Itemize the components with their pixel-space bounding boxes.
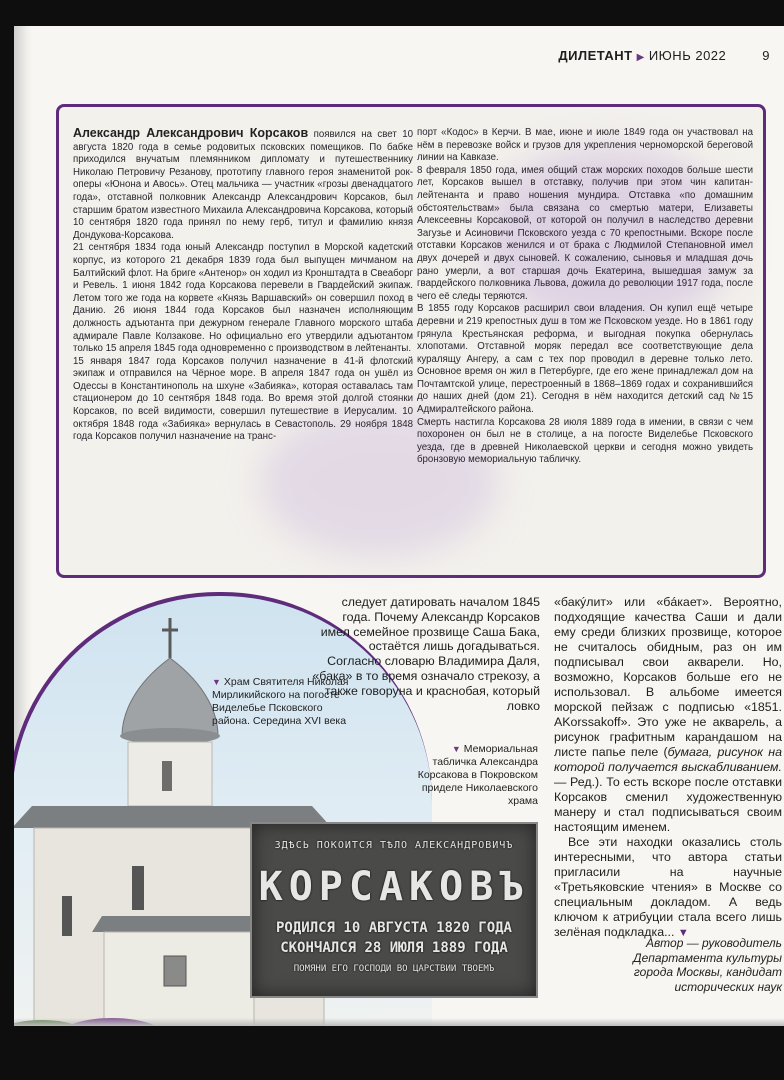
paragraph: 21 сентября 1834 года юный Александр поступил в Морской кадетский корпус, из которого 21 декабря 1839 года был выпущен мичманом на Балтийский флот. На бриге «Антенор» он ходил из Кронштадта в Свеаборг и Ревель. 1 июня 1842 года Корсакова перевели в Гвардейский экипаж. Летом того же года на корвете «Князь Варшавский» он совершил поход в Данию. 26 июня 1844 года Корсаков был назначен исполняющим должность адъютанта при дежурном генерале Главного морского штаба адмирале Павле Колзакове. Но официально его утвердили адъютантом только 15 апреля 1845 года одновременно с производством в лейтенанты. bbox=[73, 242, 413, 355]
paragraph: 15 января 1847 года Корсаков получил назначение в 41-й флотский экипаж и отправился на Чёрное море. В апреля 1847 года он ушёл из Одессы в Константинополь на шхуне «Забияка», которая оставалась там стационером до 10 сентября 1848 года. Во время этой долгой стоянки Корсаков, по всей видимости, совершил путешествие в Иерусалим. 10 октября 1848 года «Забияка» вернулась в Севастополь. 29 ноября 1848 года Корсаков получил назначение на транс- bbox=[73, 355, 413, 443]
sidebar-column-right bbox=[417, 127, 753, 467]
issue-date: ИЮНЬ 2022 bbox=[648, 48, 727, 63]
paragraph bbox=[554, 595, 782, 835]
text-run: — Ред.). То есть вскоре после отставки Корсаков сменил художественную манеру и стал подписываться своим настоящим именем. bbox=[554, 775, 782, 834]
paragraph: появился на свет 10 августа 1820 года в семье родовитых псковских помещиков. По бабке приходился внучатым племянником дипломату и путешественнику Николаю Петровичу Резанову, прототипу главного героя знаменитой рок-оперы «Юнона и Авось». Отец мальчика — участник «грозы двенадцатого года», отставной полковник Александр Александрович Корсаков, был старшим братом известного Михаила Александровича Корсакова, который 10 сентября 1820 года принял по нему герб, титул и фамилию князя Дондукова-Корсакова. bbox=[73, 129, 414, 241]
author-note: Автор — руководитель Департамента культуры города Москвы, кандидат исторических наук bbox=[633, 936, 782, 994]
text-run: «бакýлит» или «бáкает». Вероятно, подходящие качества Саши и дали ему среди близких прозвище, которое не считалось обидным, раз он им подписывал свои акварели. Но, возможно, Корсаков больше его не использовал. В альбоме имеется морской пейзаж с подписью «1851. AKorssakoff». Это уже не акварель, а рисунок графитным карандашом на листе папье пеле ( bbox=[554, 595, 782, 759]
paragraph: 8 февраля 1850 года, имея общий стаж морских походов больше шести лет, Корсаков вышел в отставку, получив при этом чин капитан-лейтенанта и право ношения мундира. Отставка «по домашним обстоятельствам» была связана со смертью матери, Елизаветы Алексеевны Корсаковой, от которой он получил в наследство деревни Загузье и Асиновичи Псковского уезда с 70 крепостными. Вскоре после отставки Корсаков женился и от брака с Людмилой Степановной имел двух дочерей и двух сыновей. К сожалению, сыновья и младшая дочь рано умерли, а вот старшая дочь Екатерина, вышедшая замуж за гвардейского полковника Львова, дожила до революции 1917 года, после чего её следы теряются. bbox=[417, 164, 753, 302]
caption-text: Мемориальная табличка Александра Корсакова в Покровском приделе Николаевского храма bbox=[417, 743, 538, 807]
plaque-surname: КОРСАКОВЪ bbox=[258, 864, 530, 910]
paragraph: В 1855 году Корсаков расширил свои владения. Он купил ещё четыре деревни и 219 крепостных душ в том же Псковском уезде. Но в 1861 году грянула Крестьянская реформа, и выгодная покупка обернулась хлопотами. Отставной моряк передал все соответствующие дела куралящу Ангеру, а сам с тех пор проводил в деревне только лето. Основное время он жил в Петербурге, где его жене принадлежал дом на Почтамтской улице, перестроенный в 1868–1869 годах и сохранившийся до наших дней (дом 21). Сегодня в нём находится детский сад №15 Адмиралтейского района. bbox=[417, 303, 753, 416]
page-shadow bbox=[14, 1018, 784, 1026]
plaque-line: ЗДѢСЬ ПОКОИТСЯ ТѢЛО АЛЕКСАНДРОВИЧЪ bbox=[274, 840, 514, 851]
sidebar-column-left bbox=[73, 127, 413, 444]
page-number: 9 bbox=[762, 48, 770, 63]
memorial-plaque-photo bbox=[250, 822, 538, 998]
magazine-page bbox=[14, 26, 784, 1026]
plaque-line: СКОНЧАЛСЯ 28 ИЮЛЯ 1889 ГОДА bbox=[280, 940, 508, 956]
caption-text: Храм Святителя Николая Мирликийского на погосте Виделебье Псковского района. Середина XVI века bbox=[212, 676, 349, 727]
paragraph bbox=[554, 835, 782, 941]
triangle-icon: ▶ bbox=[636, 52, 645, 63]
paragraph: следует датировать началом 1845 года. Почему Александр Корсаков имел семейное прозвище Саша Бака, остаётся лишь догадываться. Согласно словарю Владимира Даля, «бака» в то время означало стрекозу, а также говорунa и краснобая, который ловко bbox=[312, 595, 540, 713]
paragraph: Смерть настигла Корсакова 28 июля 1889 года в имении, в связи с чем похоронен он был не в столице, а на погосте Виделебье Псковского уезда, где в древней Николаевской церкви и сегодня можно увидеть бронзовую мемориальную табличку. bbox=[417, 416, 753, 466]
plaque-line: РОДИЛСЯ 10 АВГУСТА 1820 ГОДА bbox=[275, 920, 512, 936]
text-run: Все эти находки оказались столь интересными, что автора статьи пригласили на научные «Третьяковские чтения» в Москве со специальным докладом. А ведь ключом к атрибуции стала всего лишь зелёная подкладка... bbox=[554, 835, 782, 939]
lead-name: Александр Александрович Корсаков bbox=[73, 126, 309, 140]
plaque-caption bbox=[412, 743, 538, 808]
magazine-brand: ДИЛЕТАНТ bbox=[558, 48, 633, 63]
article-column-right bbox=[554, 595, 782, 941]
arrow-icon: ▼ bbox=[212, 677, 221, 687]
editor-note: бумага, рисунок на которой получается выскабливанием. bbox=[554, 745, 782, 774]
article-column-middle bbox=[312, 595, 540, 713]
paragraph: порт «Кодос» в Керчи. В мае, июне и июле 1849 года он участвовал на нём в перевозке войск и грузов для укрепления черноморской береговой линии на Кавказе. bbox=[417, 127, 753, 164]
plaque-line: ПОМЯНИ ЕГО ГОСПОДИ ВО ЦАРСТВИИ ТВОЕМЪ bbox=[293, 964, 495, 974]
end-mark-icon: ▼ bbox=[677, 927, 689, 939]
arrow-icon: ▼ bbox=[451, 744, 461, 754]
biography-sidebar bbox=[56, 104, 766, 578]
running-header bbox=[558, 48, 770, 63]
